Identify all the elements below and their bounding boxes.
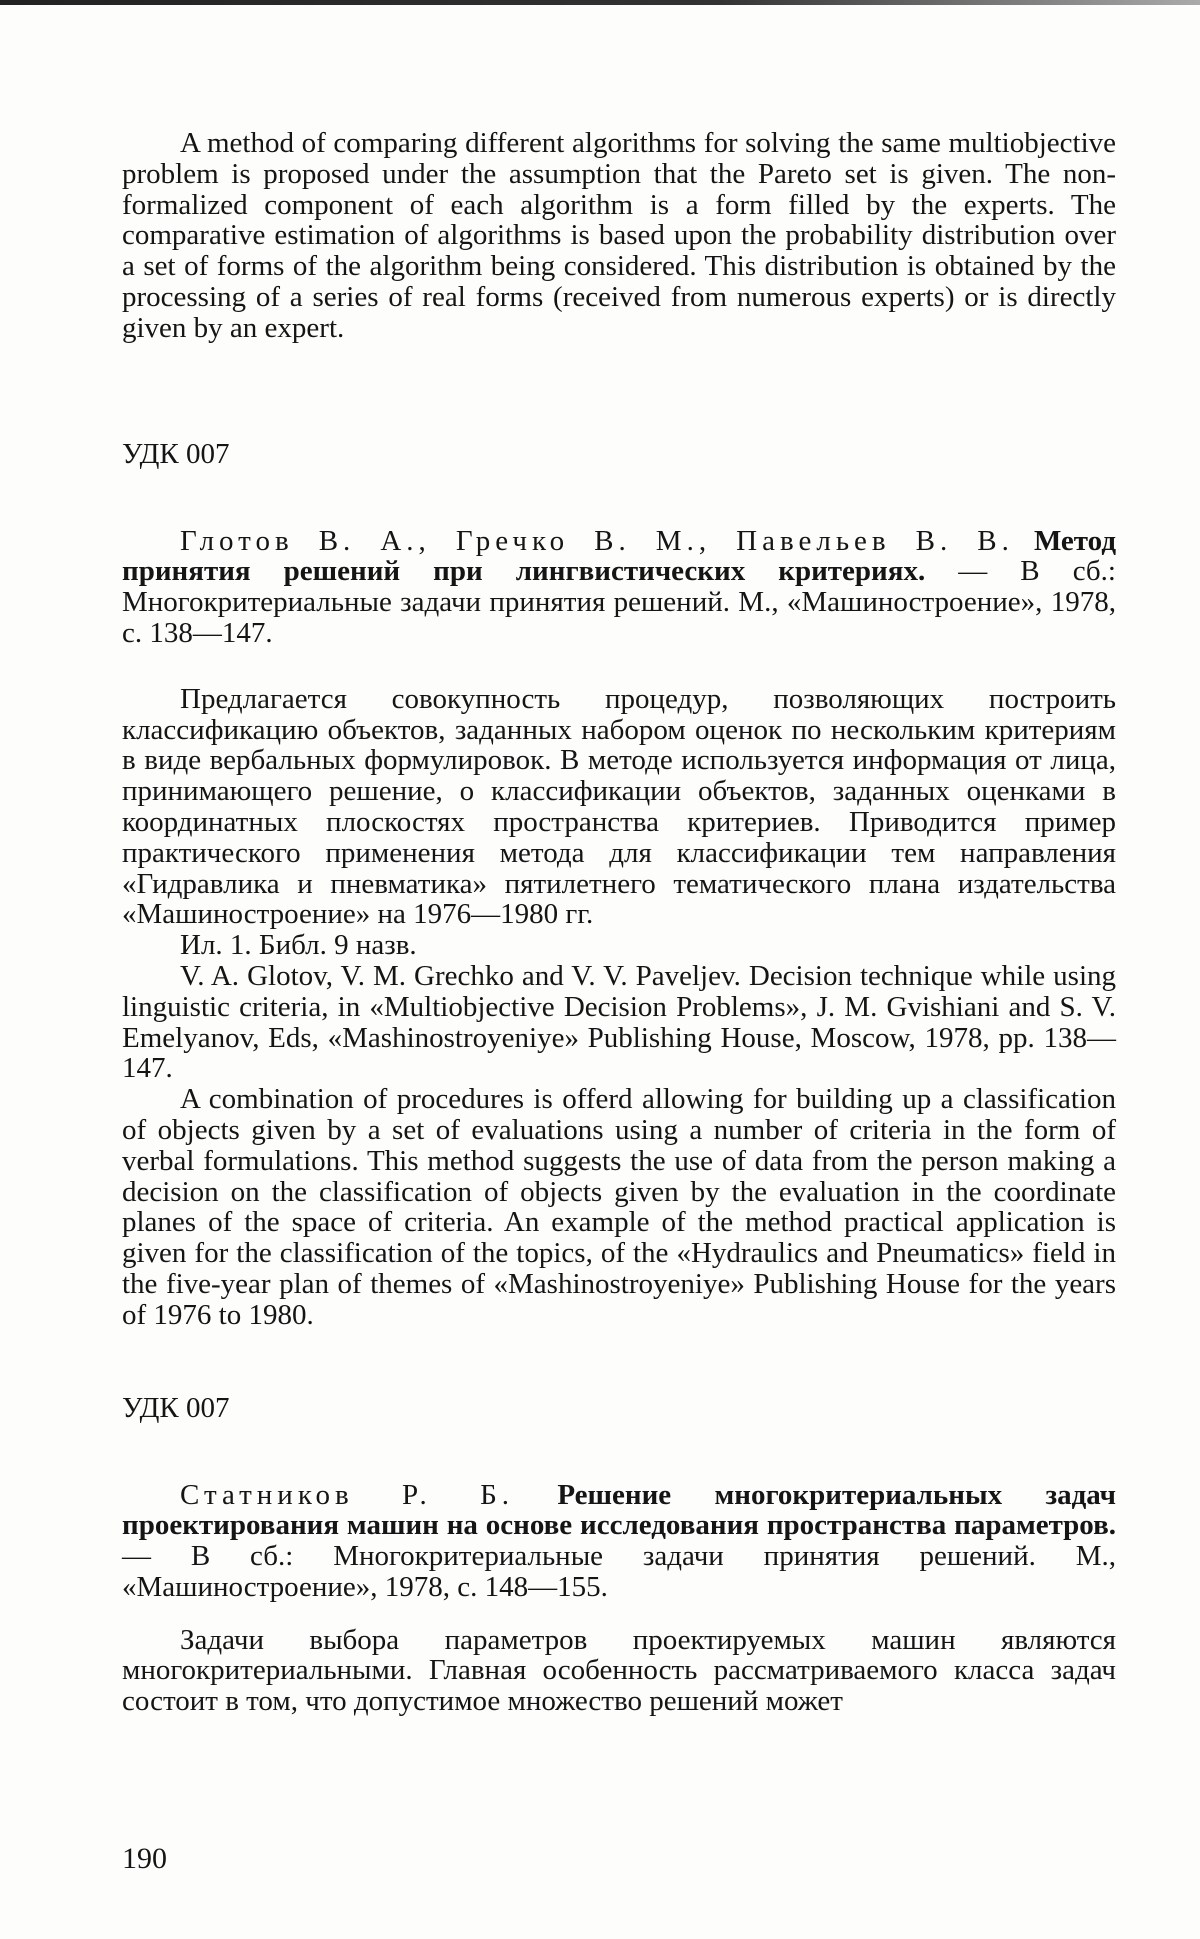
entry1-biblio: Ил. 1. Библ. 9 назв. <box>180 929 417 962</box>
entry2-source: — В сб.: Многокритериальные задачи принятия решений. М., «Машиностроение», 1978, с. 148—155. <box>122 1540 1116 1603</box>
abstract-en-previous: A method of comparing different algorithms for solving the same multiobjective problem is proposed under the assumption that the Pareto set is given. The non-formalized component of each algorithm is a form filled by the experts. The comparative estimation of algorithms is based upon the probability distribution over a set of forms of the algorithm being considered. This distribution is obtained by the processing of a series of real forms (received from numerous experts) or is directly given by an expert. <box>122 127 1116 344</box>
page-top-edge <box>0 0 1200 5</box>
entry1-abstract-en: A combination of procedures is offerd allowing for building up a classification of objects given by a set of evaluations using a number of criteria in the form of verbal formulations. This method suggests the use of data from the person making a decision on the classification of objects given by the evaluation in the coordinate planes of the space of criteria. An example of the method practical application is given for the classification of the topics, of the «Hydraulics and Pneumatics» field in the five-year plan of themes of «Mashinostroyeniye» Publishing House for the years of 1976 to 1980. <box>122 1083 1116 1331</box>
entry1-reference-en: V. A. Glotov, V. M. Grechko and V. V. Paveljev. Decision technique while using linguistic criteria, in «Multiobjective Decision Problems», J. M. Gvishiani and S. V. Emelyanov, Eds, «Mashinostroyeniye» Publishing House, Moscow, 1978, pp. 138—147. <box>122 959 1116 1085</box>
entry1-source: — В сб.: Многокритериальные задачи принятия решений. М., «Машиностроение», 1978, с. 138—147. <box>122 555 1116 649</box>
udk-code-1: УДК 007 <box>122 437 230 470</box>
udk-code-2: УДК 007 <box>122 1391 230 1424</box>
entry2-authors: Статников Р. Б. <box>180 1478 514 1511</box>
entry1-title: Метод принятия решений при лингвистических критериях. <box>122 524 1116 588</box>
entry1-abstract-ru: Предлагается совокупность процедур, позволяющих построить классификацию объектов, заданных набором оценок по нескольким критериям в виде вербальных формулировок. В методе используется информация от лица, принимающего решение, о классификации объектов, заданных оценками в координатных плоскостях пространства критериев. Приводится пример практического применения метода для классификации тем направления «Гидравлика и пневматика» пятилетнего тематического плана издательства «Машиностроение» на 1976—1980 гг. <box>122 682 1116 931</box>
entry1-authors: Глотов В. А., Гречко В. М., Павельев В. В. <box>180 524 1014 557</box>
page-number: 190 <box>122 1842 167 1875</box>
entry1-citation <box>122 526 1116 649</box>
entry2-abstract-ru: Задачи выбора параметров проектируемых машин являются многокритериальными. Главная особенность рассматриваемого класса задач состоит в том, что допустимое множество решений может <box>122 1623 1116 1718</box>
entry2-citation <box>122 1480 1116 1603</box>
document-page <box>122 128 1116 1717</box>
entry2-title: Решение многокритериальных задач проектирования машин на основе исследования пространства параметров. <box>122 1478 1116 1542</box>
